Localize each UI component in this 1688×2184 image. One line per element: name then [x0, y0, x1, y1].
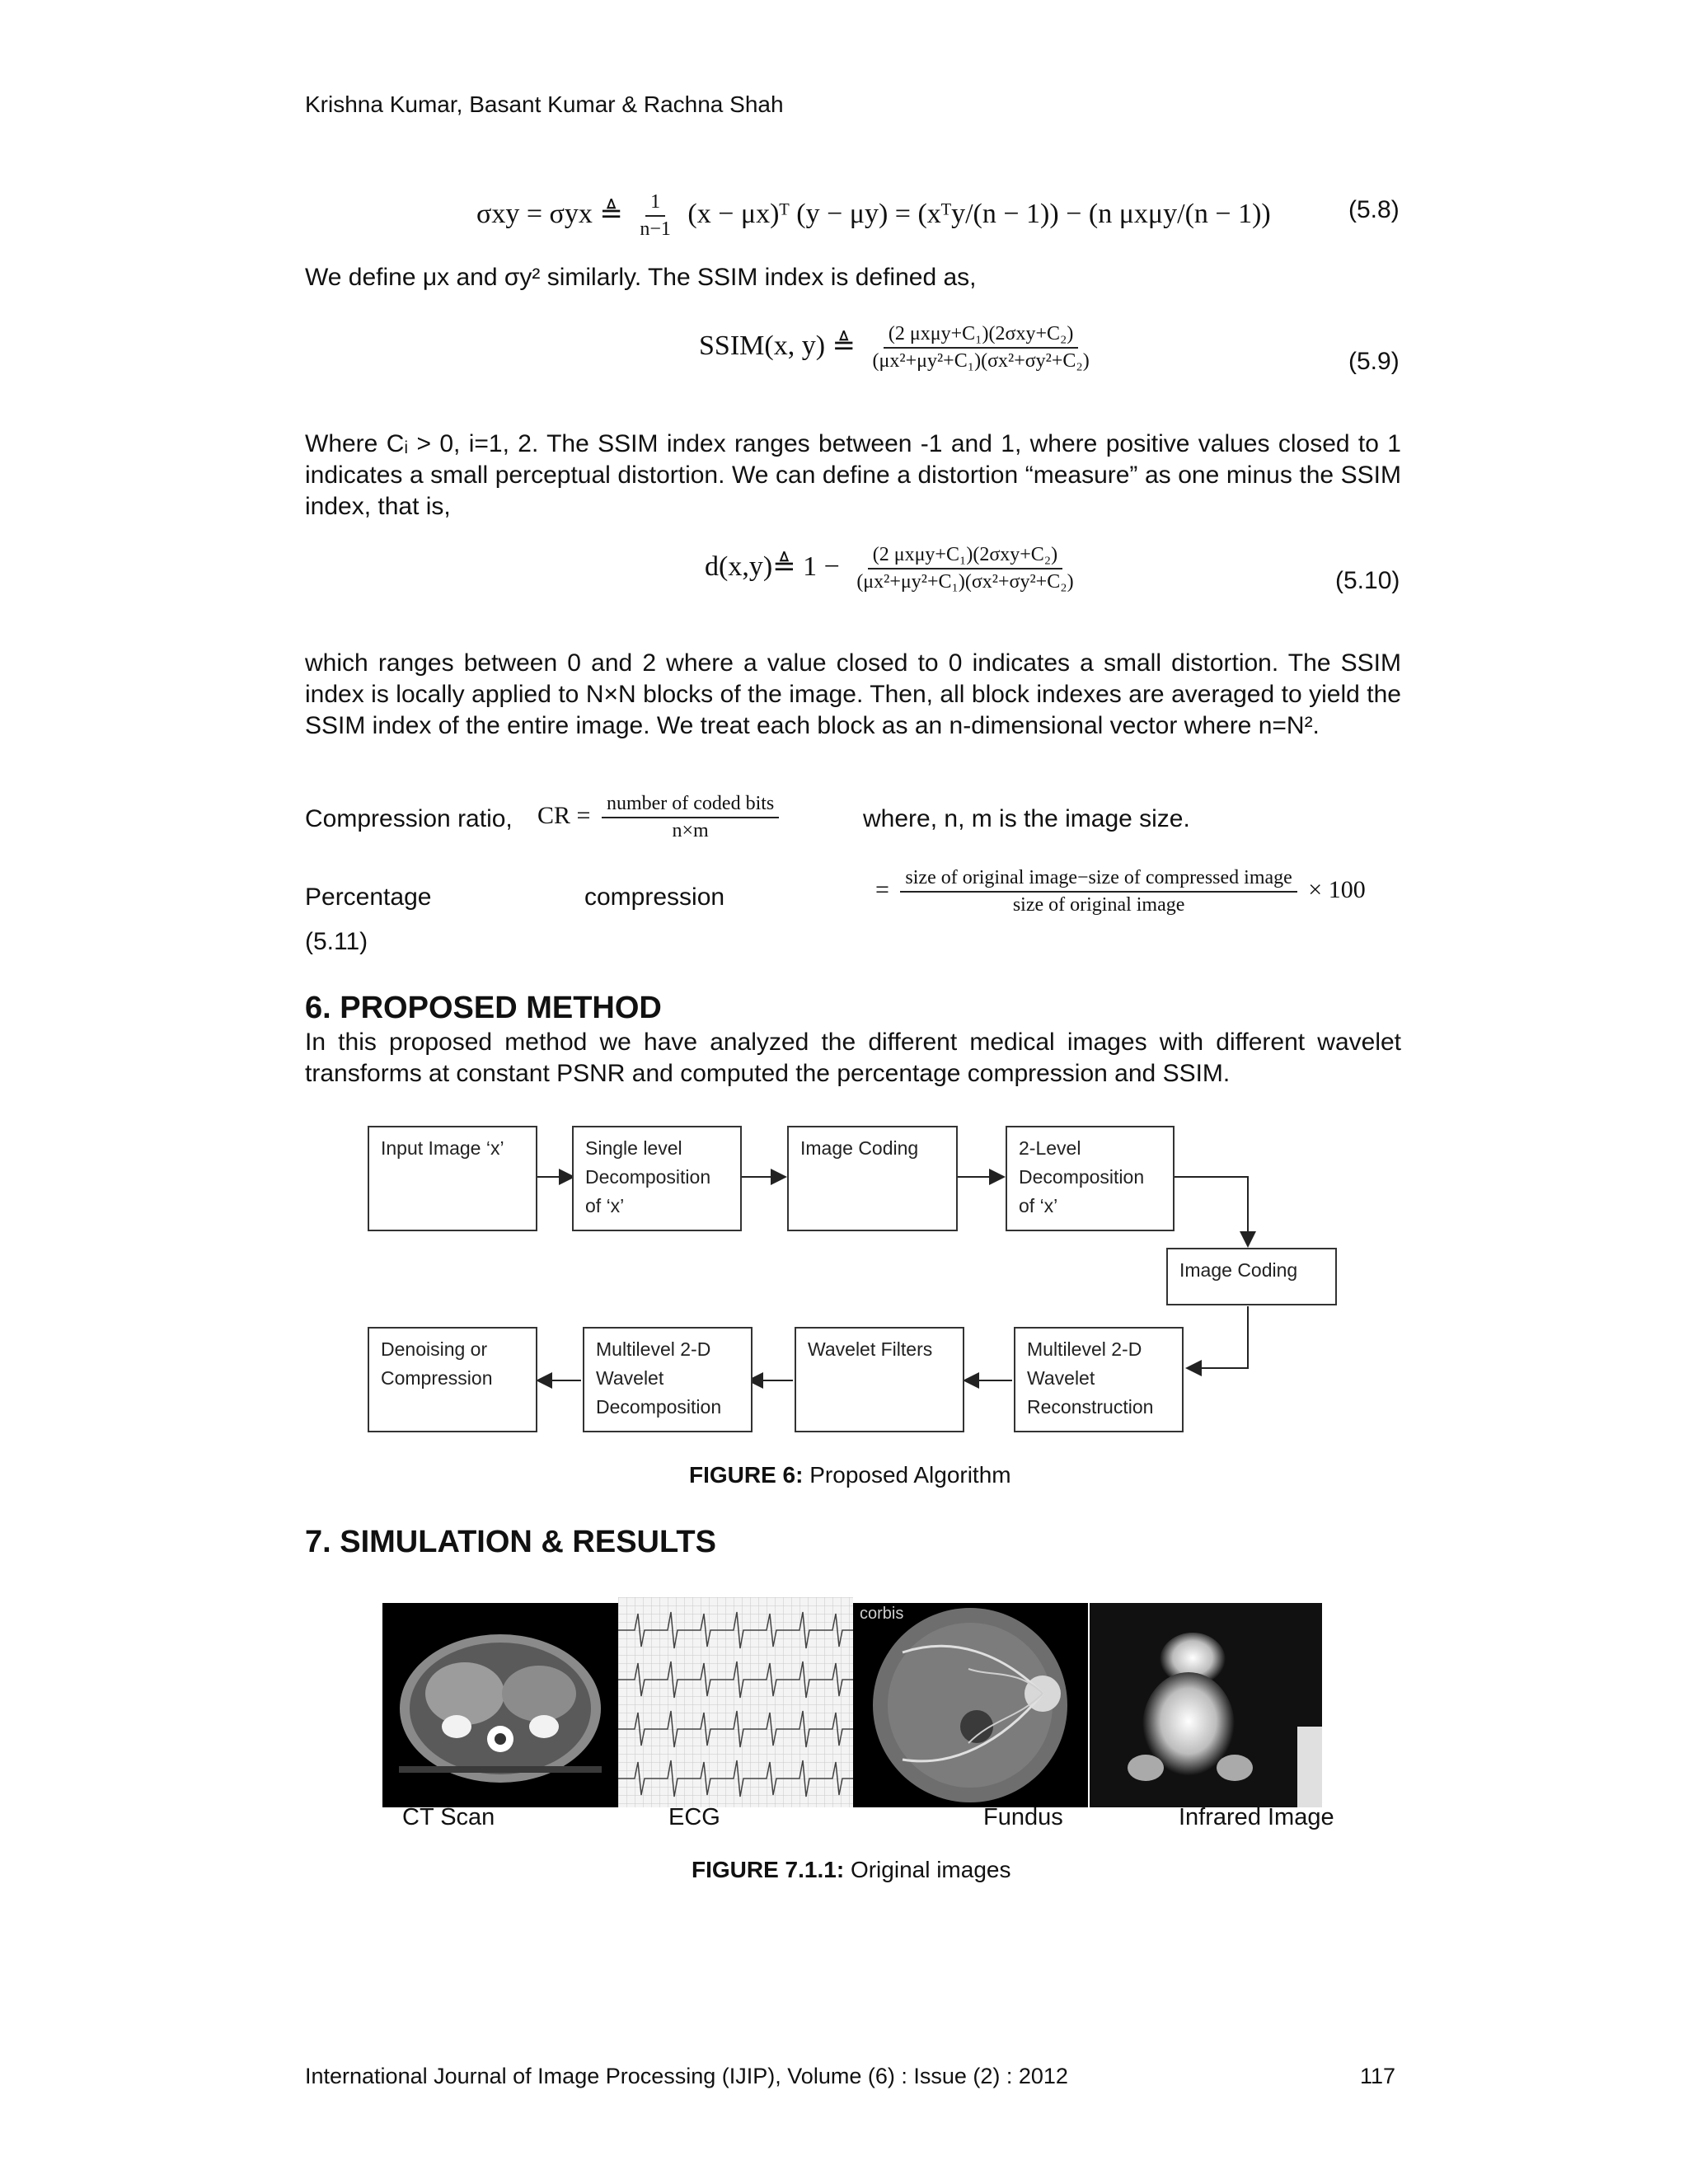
- eq59-lhs: SSIM(x, y) ≜: [699, 330, 856, 361]
- eq58-fraction: [635, 191, 676, 241]
- cr-fraction: [602, 793, 779, 842]
- pc-label-2: compression: [584, 883, 725, 911]
- cr-label: Compression ratio,: [305, 805, 513, 832]
- fundus-image: [853, 1603, 1088, 1807]
- section-6-body: In this proposed method we have analyzed the different medical images with different wavelet transforms at constant PSNR and computed the percentage compression and SSIM.: [305, 1029, 1401, 1087]
- equation-number-5-10: (5.10): [1335, 567, 1400, 594]
- eq510-den: (μx²+μy²+C₁)(σx²+σy²+C₂): [856, 571, 1074, 593]
- flow-box-image-coding-1: Image Coding: [787, 1126, 958, 1231]
- cr-where: where, n, m is the image size.: [863, 805, 1190, 832]
- figure-7-1-1-label: FIGURE 7.1.1:: [692, 1857, 845, 1882]
- infrared-graphic: [1090, 1603, 1322, 1807]
- flow-box-input-image: Input Image ‘x’: [368, 1126, 537, 1231]
- equation-number-5-8: (5.8): [1348, 196, 1400, 223]
- eq58-den: n−1: [640, 218, 671, 240]
- pc-den: size of original image: [1012, 894, 1185, 916]
- running-header: Krishna Kumar, Basant Kumar & Rachna Shah: [305, 91, 784, 117]
- figure-6-label: FIGURE 6:: [689, 1462, 804, 1488]
- ecg-image: [618, 1597, 853, 1807]
- pc-num: size of original image−size of compressed image: [900, 867, 1296, 893]
- section-7-heading: 7. SIMULATION & RESULTS: [305, 1525, 716, 1559]
- ct-scan-graphic: [382, 1603, 618, 1807]
- pc-label-1: Percentage: [305, 883, 432, 911]
- cr-num: number of coded bits: [602, 793, 779, 818]
- flow-box-decomposition: Multilevel 2-D Wavelet Decomposition: [583, 1327, 753, 1432]
- figure-6-text: Proposed Algorithm: [803, 1462, 1011, 1488]
- image-label-fundus: Fundus: [983, 1804, 1063, 1830]
- pc-equation: [875, 867, 1366, 916]
- equation-5-9: [699, 323, 1100, 373]
- pc-fraction: [900, 867, 1296, 916]
- eq510-lhs: d(x,y)≜ 1 −: [705, 551, 840, 582]
- flow-box-wavelet-filters: Wavelet Filters: [795, 1327, 964, 1432]
- equation-5-8: [476, 191, 1271, 241]
- infrared-image: [1090, 1603, 1322, 1807]
- ecg-graphic: [618, 1597, 853, 1807]
- arrow-4: [1175, 1177, 1248, 1246]
- flow-box-single-level: Single level Decomposition of ‘x’: [572, 1126, 742, 1231]
- paragraph-ranges: which ranges between 0 and 2 where a value closed to 0 indicates a small distortion. The SSIM index is locally applied to N×N blocks of the image. Then, all block indexes are averaged to yield the SSIM index of the entire image. We treat each block as an n-dimensional vector where n=N².: [305, 649, 1401, 739]
- flow-box-image-coding-2: Image Coding: [1166, 1248, 1337, 1305]
- fundus-graphic: [853, 1603, 1088, 1807]
- figure-6-caption: [689, 1462, 1011, 1488]
- image-label-ecg: ECG: [668, 1804, 720, 1830]
- pc-times: × 100: [1308, 875, 1366, 903]
- footer-page-number: 117: [1360, 2064, 1396, 2088]
- section-6-heading: 6. PROPOSED METHOD: [305, 991, 662, 1025]
- fundus-watermark: corbis: [860, 1605, 904, 1623]
- flow-box-2-level: 2-Level Decomposition of ‘x’: [1006, 1126, 1175, 1231]
- eq58-lhs: σxy = σyx ≜: [476, 198, 623, 229]
- figure-7-1-1-text: Original images: [844, 1857, 1011, 1882]
- cr-den: n×m: [672, 820, 709, 841]
- ct-scan-image: [382, 1603, 618, 1807]
- eq59-num: (2 μxμy+C₁)(2σxy+C₂): [884, 323, 1078, 349]
- paragraph-define: We define μx and σy² similarly. The SSIM index is defined as,: [305, 264, 977, 291]
- flow-box-denoising: Denoising or Compression: [368, 1327, 537, 1432]
- cr-equation: [537, 793, 784, 842]
- flow-box-reconstruction: Multilevel 2-D Wavelet Reconstruction: [1014, 1327, 1184, 1432]
- equation-number-5-11: (5.11): [305, 928, 368, 955]
- footer-journal: International Journal of Image Processing (IJIP), Volume (6) : Issue (2) : 2012: [305, 2064, 1068, 2088]
- eq58-rhs: (x − μx)ᵀ (y − μy) = (xᵀy/(n − 1)) − (n μxμy/(n − 1)): [687, 198, 1271, 229]
- pc-eq-sign: =: [875, 875, 889, 903]
- cr-lhs: CR =: [537, 801, 591, 829]
- paragraph-where: Where Cᵢ > 0, i=1, 2. The SSIM index ranges between -1 and 1, where positive values closed to 1 indicates a small perceptual distortion. We can define a distortion “measure” as one minus the SSIM index, that is,: [305, 430, 1401, 520]
- figure-7-1-1-caption: [692, 1857, 1010, 1883]
- equation-5-10: [705, 544, 1084, 593]
- arrow-5: [1187, 1306, 1248, 1368]
- eq59-den: (μx²+μy²+C₁)(σx²+σy²+C₂): [872, 350, 1090, 372]
- equation-number-5-9: (5.9): [1348, 348, 1400, 375]
- image-label-infrared: Infrared Image: [1179, 1804, 1334, 1830]
- eq58-num: 1: [645, 191, 665, 217]
- eq59-fraction: [868, 323, 1095, 373]
- eq510-num: (2 μxμy+C₁)(2σxy+C₂): [868, 544, 1062, 569]
- image-label-ct-scan: CT Scan: [402, 1804, 495, 1830]
- eq510-fraction: [851, 544, 1078, 593]
